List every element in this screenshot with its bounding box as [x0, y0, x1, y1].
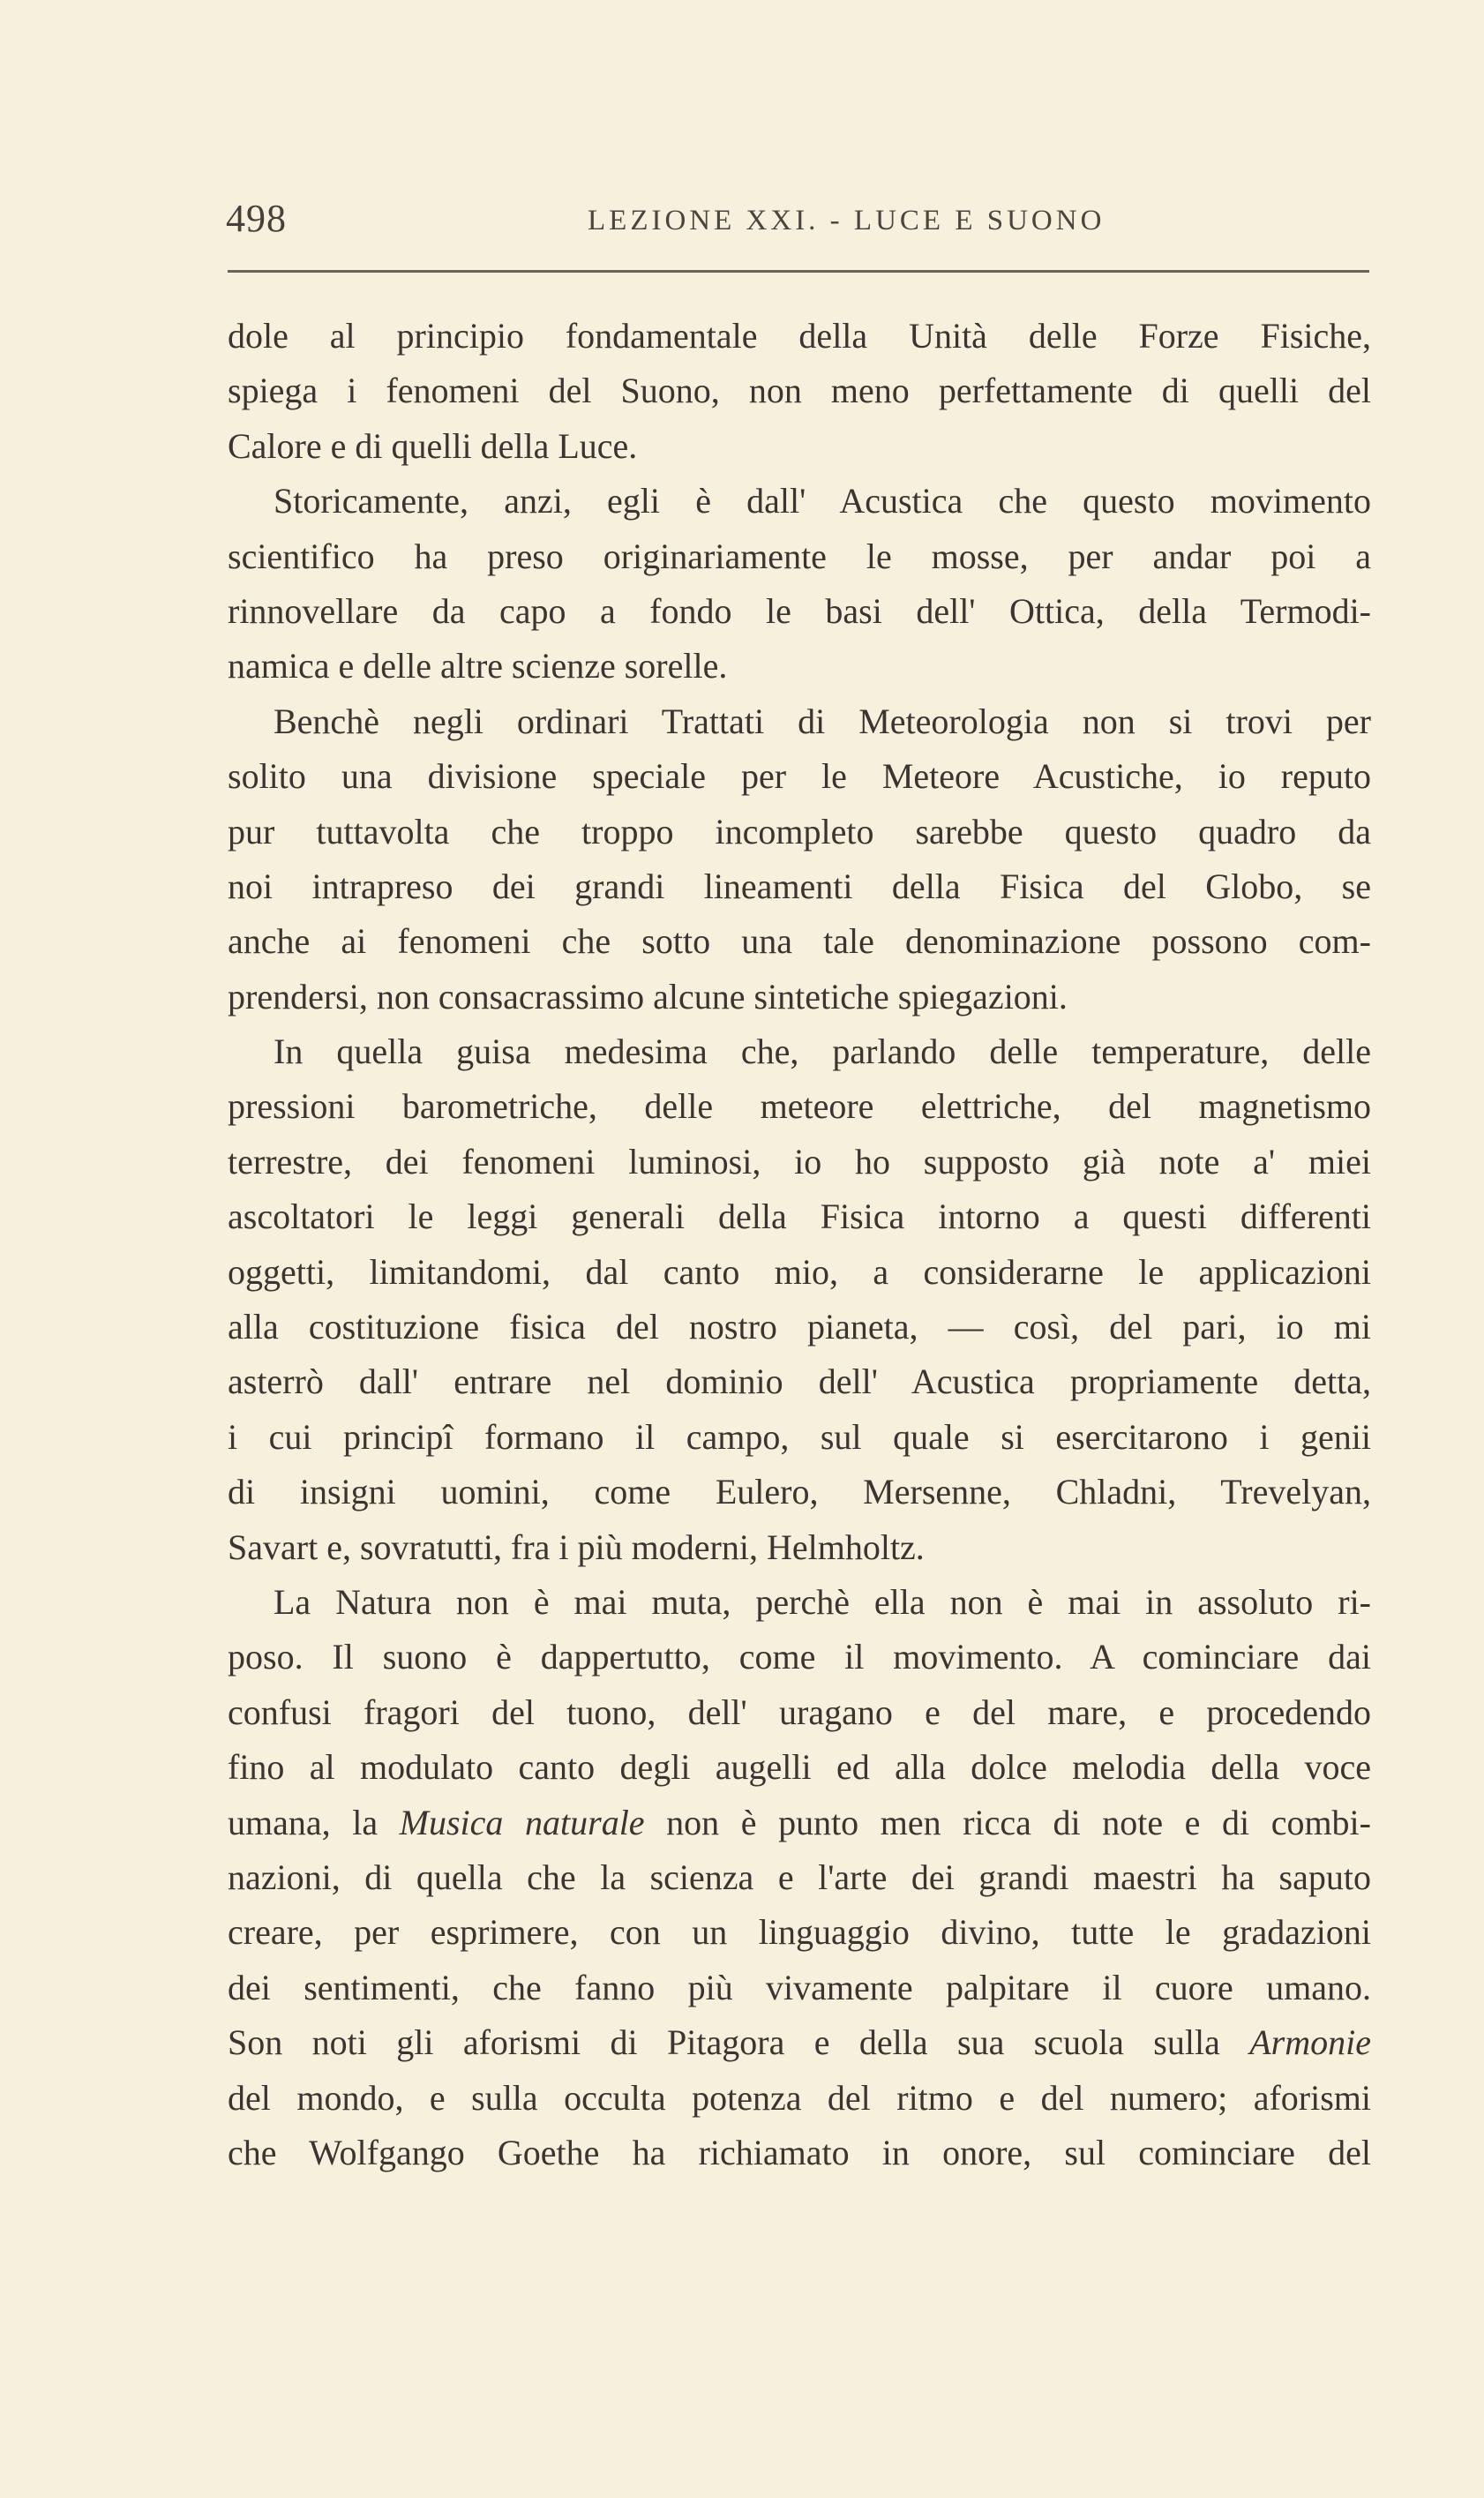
text-line: noi intrapreso dei grandi lineamenti della Fisica del Globo, se — [228, 866, 1371, 906]
text-line: Storicamente, anzi, egli è dall' Acustica che questo movimento — [274, 481, 1371, 521]
text-line: pressioni barometriche, delle meteore elettriche, del magnetismo — [228, 1086, 1371, 1127]
text-line: alla costituzione fisica del nostro pianeta, — così, del pari, io mi — [228, 1307, 1371, 1347]
text-line: In quella guisa medesima che, parlando delle temperature, delle — [274, 1031, 1371, 1072]
text-line: pur tuttavolta che troppo incompleto sarebbe questo quadro da — [228, 811, 1371, 851]
text-line: dole al principio fondamentale della Unità delle Forze Fisiche, — [228, 316, 1371, 356]
text-line: scientifico ha preso originariamente le mosse, per andar poi a — [228, 536, 1371, 576]
text-line: La Natura non è mai muta, perchè ella non è mai in assoluto ri- — [274, 1581, 1371, 1622]
text-line: spiega i fenomeni del Suono, non meno perfettamente di quelli del — [228, 371, 1371, 411]
text-line: solito una divisione speciale per le Meteore Acustiche, io reputo — [228, 756, 1371, 797]
text-line: i cui principî formano il campo, sul quale si esercitarono i genii — [228, 1416, 1371, 1457]
text-line: anche ai fenomeni che sotto una tale denominazione possono com- — [228, 921, 1371, 962]
running-head: LEZIONE XXI. - LUCE E SUONO — [588, 205, 1106, 236]
text-line: Benchè negli ordinari Trattati di Meteorologia non si trovi per — [274, 701, 1371, 741]
body-text — [228, 309, 1371, 2180]
text-line: oggetti, limitandomi, dal canto mio, a considerarne le applicazioni — [228, 1251, 1371, 1292]
text-line: ascoltatori le leggi generali della Fisica intorno a questi differenti — [228, 1196, 1371, 1237]
text-line: Calore e di quelli della Luce. — [228, 425, 638, 466]
text-line-with-italic — [228, 1796, 1371, 1850]
text-line: fino al modulato canto degli augelli ed alla dolce melodia della voce — [228, 1747, 1371, 1788]
text-line-with-italic — [228, 2015, 1371, 2070]
text-line: Savart e, sovratutti, fra i più moderni, Helmholtz. — [228, 1527, 925, 1567]
page-header — [226, 196, 1369, 249]
text-line: terrestre, dei fenomeni luminosi, io ho supposto già note a' miei — [228, 1141, 1371, 1181]
text-line: creare, per esprimere, con un linguaggio divino, tutte le gradazioni — [228, 1912, 1371, 1953]
text-line: prendersi, non consacrassimo alcune sintetiche spiegazioni. — [228, 976, 1068, 1016]
text-line: del mondo, e sulla occulta potenza del ritmo e del numero; aforismi — [228, 2077, 1371, 2118]
text-line: dei sentimenti, che fanno più vivamente palpitare il cuore umano. — [228, 1967, 1371, 2007]
text-fragment: umana, la — [228, 1802, 400, 1842]
text-line: namica e delle altre scienze sorelle. — [228, 646, 728, 686]
text-line: nazioni, di quella che la scienza e l'arte dei grandi maestri ha saputo — [228, 1857, 1371, 1897]
text-fragment: non è punto men ricca di note e di combi- — [644, 1802, 1371, 1842]
header-rule — [228, 270, 1369, 273]
text-line: poso. Il suono è dappertutto, come il movimento. A cominciare dai — [228, 1637, 1371, 1677]
text-line: di insigni uomini, come Eulero, Mersenne, Chladni, Trevelyan, — [228, 1472, 1371, 1512]
italic-phrase: Armonie — [1249, 2022, 1371, 2063]
page-number: 498 — [226, 197, 287, 240]
italic-phrase: Musica naturale — [399, 1802, 645, 1842]
text-line: asterrò dall' entrare nel dominio dell' Acustica propriamente detta, — [228, 1362, 1371, 1402]
text-line: confusi fragori del tuono, dell' uragano e del mare, e procedendo — [228, 1692, 1371, 1732]
text-fragment: Son noti gli aforismi di Pitagora e della sua scuola sulla — [228, 2022, 1250, 2063]
text-line: che Wolfgango Goethe ha richiamato in onore, sul cominciare del — [228, 2132, 1371, 2172]
text-line: rinnovellare da capo a fondo le basi dell' Ottica, della Termodi- — [228, 590, 1371, 631]
